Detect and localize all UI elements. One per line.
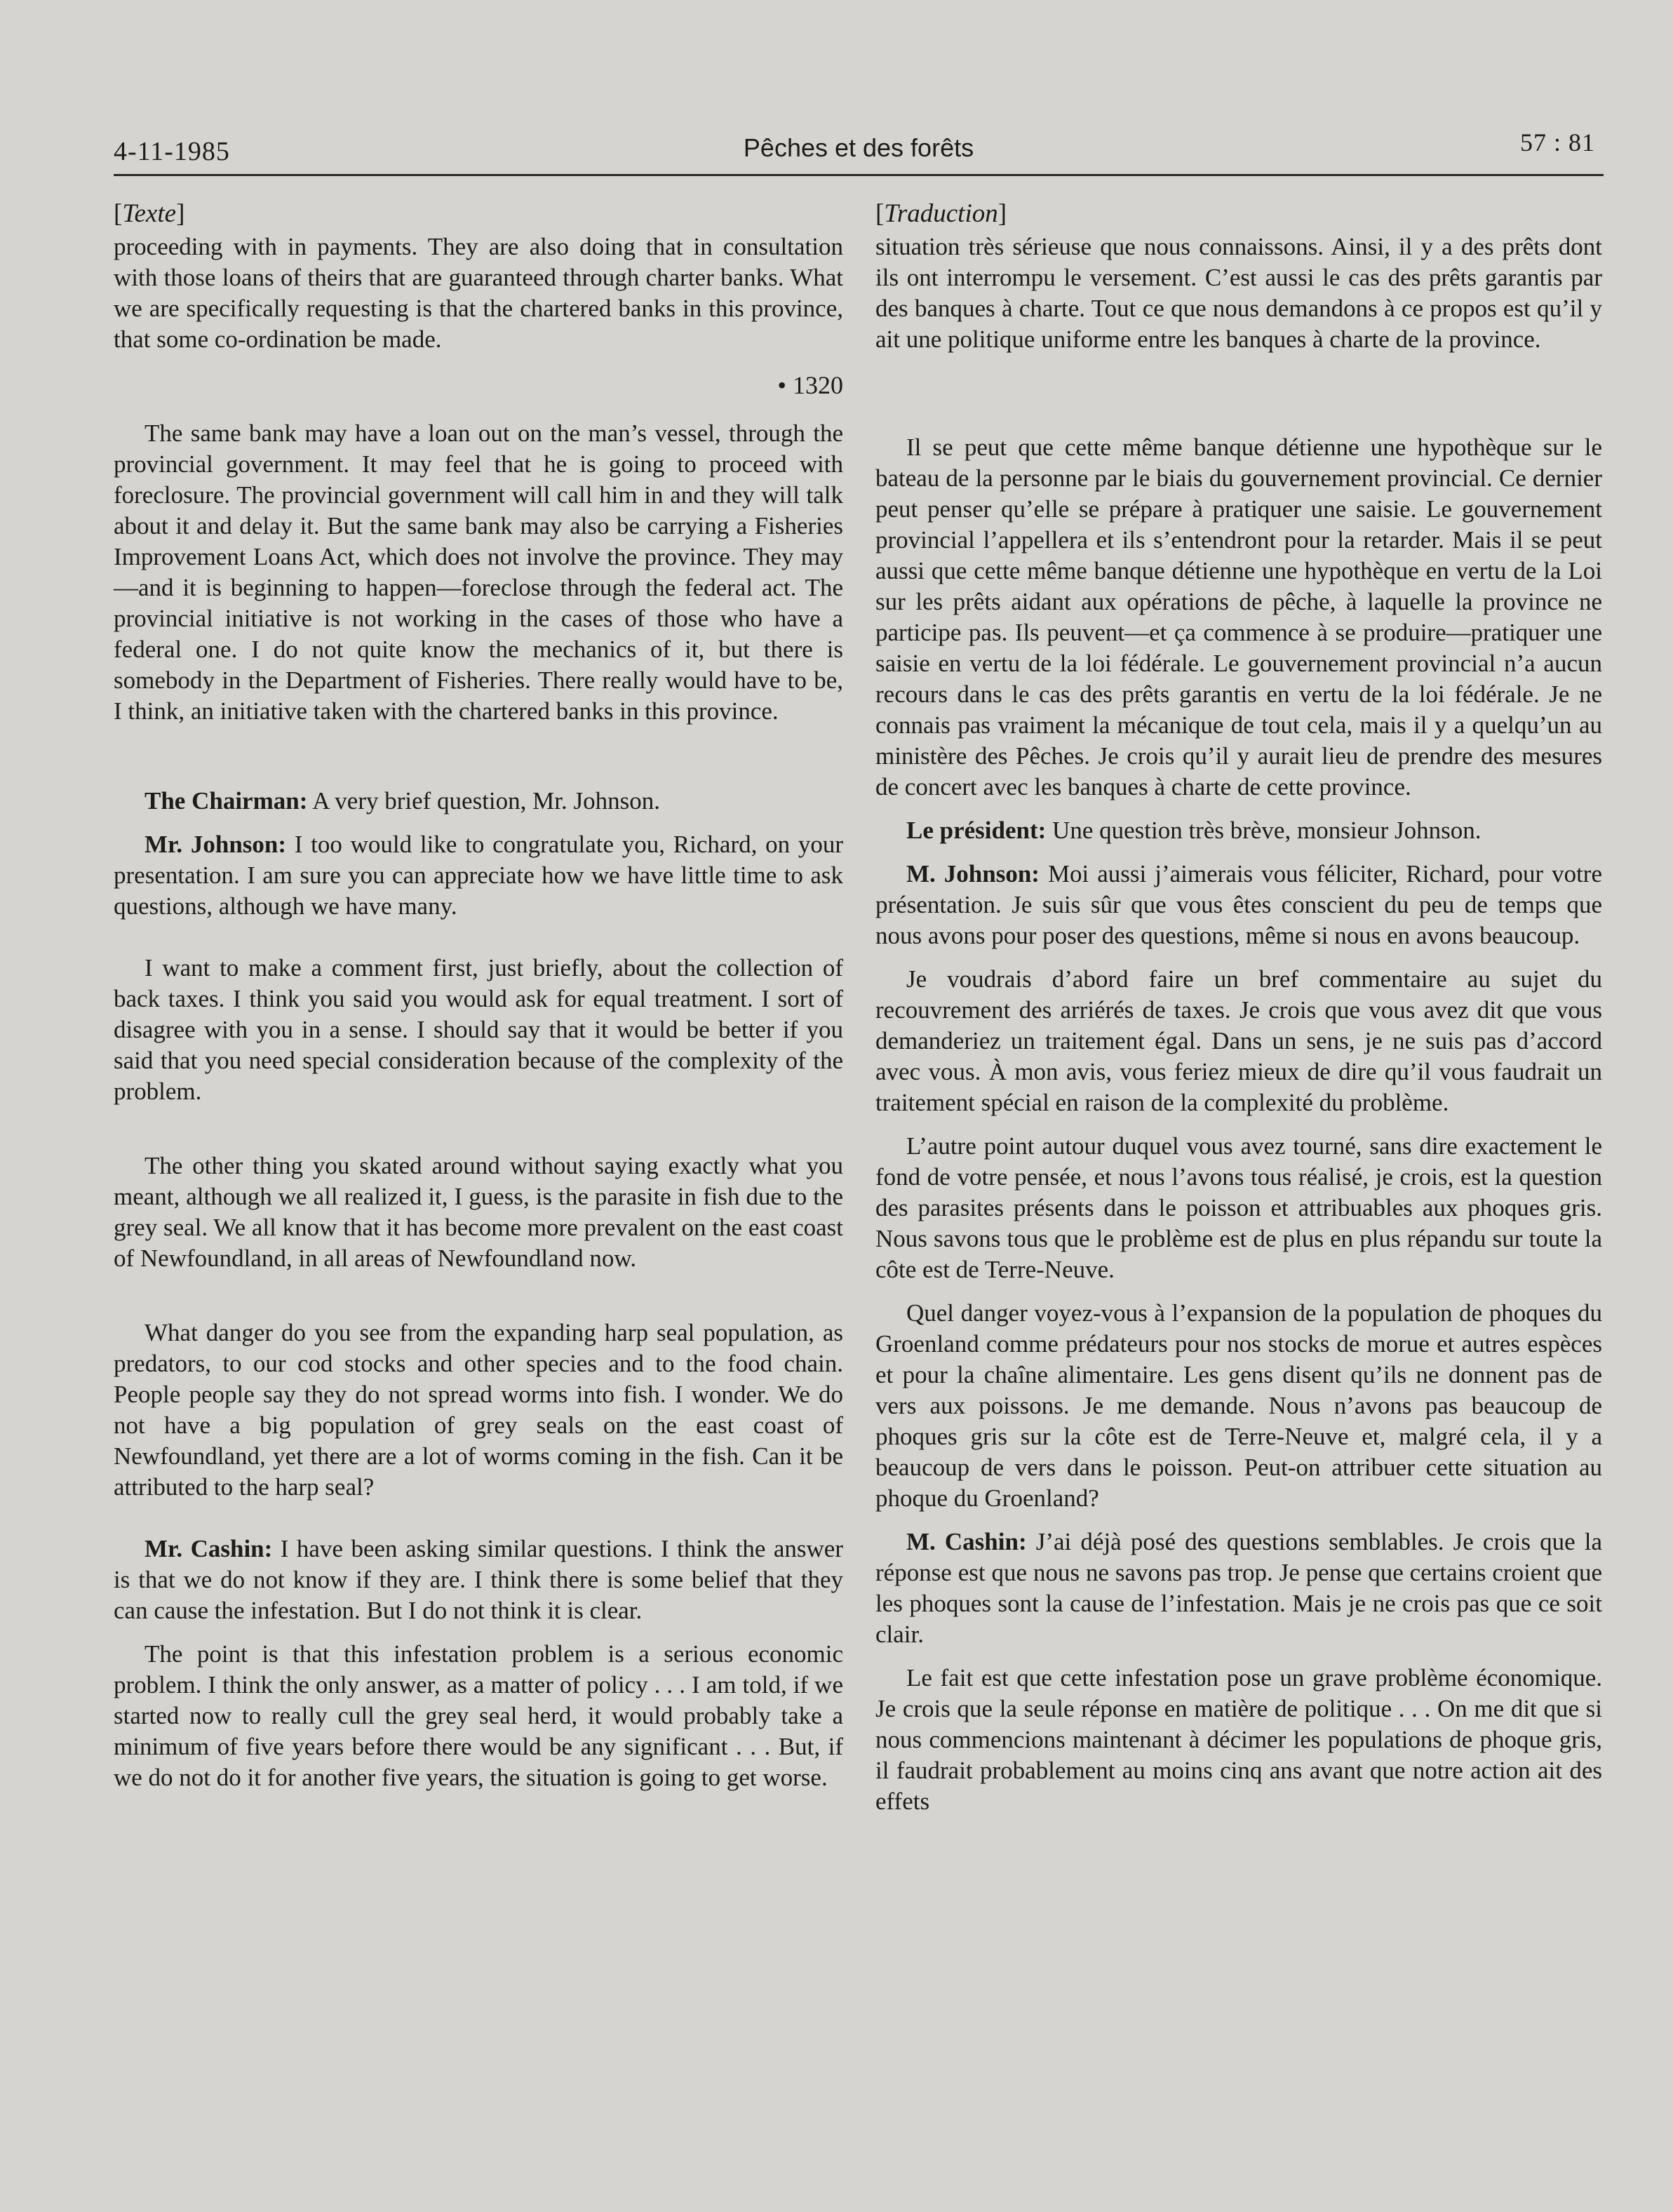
speaker-paragraph: M. Cashin: J’ai déjà posé des questions semblables. Je crois que la réponse est que nous ne savons pas trop. Je pense que certains croient que les phoques sont la cause de l’infestation. Mais je ne crois pas que ce soit clair. [875,1528,1602,1648]
french-column [875,188,1602,2040]
speaker-paragraph: Mr. Cashin: I have been asking similar questions. I think the answer is that we do not know if they are. I think there is some belief that they can cause the infestation. But I do not think it is clear. [114,1535,843,1624]
speaker-paragraph: Le président: Une question très brève, monsieur Johnson. [906,817,1481,844]
paragraph: Il se peut que cette même banque détienne une hypothèque sur le bateau de la personne par le biais du gouvernement provincial. Ce dernier peut penser qu’elle se prépare à pratiquer une saisie. Le gouvernement provincial l’appellera et ils s’entendront pour la retarder. Mais il se peut aussi que cette même banque détienne une hypothèque en vertu de la Loi sur les prêts aidant aux opérations de pêche, à laquelle la province ne participe pas. Ils peuvent—et ça commence à se produire—pratiquer une saisie en vertu de la loi fédérale. Le gouvernement provincial n’a aucun recours dans le cas des prêts garantis en vertu de la loi fédérale. Je ne connais pas vraiment la mécanique de tout cela, mais il y a quelqu’un au ministère des Pêches. Je crois qu’il y aurait lieu de prendre des mesures de concert avec les banques à charte de cette province. [875,434,1602,800]
speaker-name: M. Johnson: [906,860,1040,887]
language-label-french: [Traduction] [875,199,1007,228]
paragraph: The other thing you skated around without saying exactly what you meant, although we all realized it, I guess, is the parasite in fish due to the grey seal. We all know that it has become more prevalent on the east coast of Newfoundland, in all areas of Newfoundland now. [114,1152,843,1272]
page-header [114,119,1604,176]
paragraph: Quel danger voyez-vous à l’expansion de la population de phoques du Groenland comme prédateurs pour nos stocks de morue et autres espèces et pour la chaîne alimentaire. Les gens disent qu’ils ne donnent pas de vers aux poissons. Je me demande. Nous n’avons pas beaucoup de phoques gris sur la côte est de Terre-Neuve et, malgré cela, il y a beaucoup de vers dans le poisson. Peut-on attribuer cette situation au phoque du Groenland? [875,1299,1602,1512]
paragraph: Je voudrais d’abord faire un bref commentaire au sujet du recouvrement des arriérés de taxes. Je crois que vous avez dit que vous demanderiez un traitement égal. Dans un sens, je ne suis pas d’accord avec vous. À mon avis, vous feriez mieux de dire qu’il vous faudrait un traitement spécial en raison de la complexité du problème. [875,965,1602,1116]
speaker-name: Le président: [906,817,1047,844]
speaker-name: The Chairman: [145,787,308,815]
paragraph: situation très sérieuse que nous connaissons. Ainsi, il y a des prêts dont ils ont interrompu le versement. C’est aussi le cas des prêts garantis par des banques à charte. Tout ce que nous demandons à ce propos est qu’il y ait une politique uniforme entre les banques à charte de la province. [875,233,1602,353]
language-label-english: [Texte] [114,199,185,228]
speaker-name: M. Cashin: [906,1528,1027,1555]
paragraph: L’autre point autour duquel vous avez tourné, sans dire exactement le fond de votre pensée, et nous l’avons tous réalisé, je crois, est la question des parasites présents dans le poisson et attribuables aux phoques gris. Nous savons tous que le problème est de plus en plus répandu sur toute la côte est de Terre-Neuve. [875,1132,1602,1283]
paragraph: proceeding with in payments. They are also doing that in consultation with those loans of theirs that are guaranteed through charter banks. What we are specifically requesting is that the chartered banks in this province, that some co-ordination be made. [114,233,843,353]
header-page-number: 57 : 81 [1519,128,1595,156]
paragraph: The same bank may have a loan out on the man’s vessel, through the provincial government. It may feel that he is going to proceed with foreclosure. The provincial government will call him in and they will talk about it and delay it. But the same bank may also be carrying a Fisheries Improvement Loans Act, which does not involve the province. They may—and it is beginning to happen—foreclose through the federal act. The provincial initiative is not working in the cases of those who have a federal one. I do not quite know the mechanics of it, but there is somebody in the Department of Fisheries. There really would have to be, I think, an initiative taken with the chartered banks in this province. [114,420,843,725]
paragraph: What danger do you see from the expanding harp seal population, as predators, to our cod stocks and other species and to the food chain. People people say they do not spread worms into fish. I wonder. We do not have a big population of grey seals on the east coast of Newfoundland, yet there are a lot of worms coming in the fish. Can it be attributed to the harp seal? [114,1319,843,1501]
time-marker: • 1320 [777,371,843,399]
paragraph: The point is that this infestation problem is a serious economic problem. I think the only answer, as a matter of policy . . . I am told, if we started now to really cull the grey seal herd, it would probably take a minimum of five years before there would be any significant . . . But, if we do not do it for another five years, the situation is going to get worse. [114,1640,843,1791]
speaker-name: Mr. Johnson: [145,831,287,858]
header-date: 4-11-1985 [114,137,230,166]
speaker-paragraph: Mr. Johnson: I too would like to congratulate you, Richard, on your presentation. I am sure you can appreciate how we have little time to ask questions, although we have many. [114,831,843,920]
speaker-paragraph: The Chairman: A very brief question, Mr. Johnson. [145,787,660,815]
paragraph: I want to make a comment first, just briefly, about the collection of back taxes. I think you said you would ask for equal treatment. I sort of disagree with you in a sense. I should say that it would be better if you said that you need special consideration because of the complexity of the problem. [114,954,843,1105]
paragraph: Le fait est que cette infestation pose un grave problème économique. Je crois que la seule réponse en matière de politique . . . On me dit que si nous commencions maintenant à décimer les populations de phoque gris, il faudrait probablement au moins cinq ans avant que notre action ait des effets [875,1664,1602,1815]
speaker-name: Mr. Cashin: [145,1535,273,1562]
header-title: Pêches et des forêts [743,133,974,162]
speaker-paragraph: M. Johnson: Moi aussi j’aimerais vous féliciter, Richard, pour votre présentation. Je suis sûr que vous êtes conscient du peu de temps que nous avons pour poser des questions, même si nous en avons beaucoup. [875,860,1602,949]
english-column [114,188,843,2040]
